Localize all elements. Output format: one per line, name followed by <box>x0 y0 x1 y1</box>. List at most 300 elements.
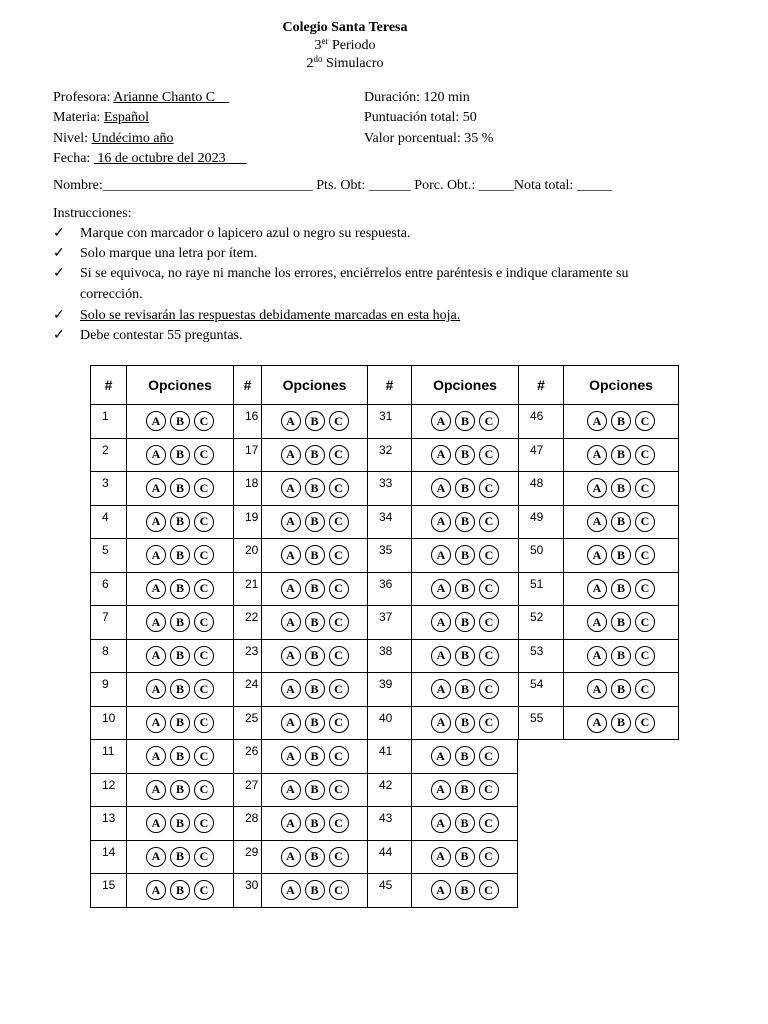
checkmark-icon: ✓ <box>53 308 65 323</box>
answer-options-46 <box>563 405 679 439</box>
option-a-bubble[interactable]: A <box>146 512 166 532</box>
option-a-bubble[interactable]: A <box>281 478 301 498</box>
option-b-bubble[interactable]: B <box>305 813 325 833</box>
option-b-bubble[interactable]: B <box>455 780 475 800</box>
option-a-bubble[interactable]: A <box>587 512 607 532</box>
option-b-bubble[interactable]: B <box>170 780 190 800</box>
option-a-bubble[interactable]: A <box>146 780 166 800</box>
option-c-bubble[interactable]: C <box>635 545 655 565</box>
question-number: 42 <box>367 774 411 808</box>
option-a-bubble[interactable]: A <box>431 445 451 465</box>
option-a-bubble[interactable]: A <box>146 445 166 465</box>
option-a-bubble[interactable]: A <box>431 646 451 666</box>
option-b-bubble[interactable]: B <box>305 780 325 800</box>
answer-options-10 <box>126 707 233 741</box>
answer-options-37 <box>411 606 518 640</box>
simulacro-line: $2^{do}$ Simulacro <box>306 54 384 71</box>
school-name: Colegio Santa Teresa <box>282 20 408 35</box>
answer-options-18 <box>261 472 367 506</box>
answer-options-54 <box>563 673 679 707</box>
option-b-bubble[interactable]: B <box>170 478 190 498</box>
option-a-bubble[interactable]: A <box>431 579 451 599</box>
option-c-bubble[interactable]: C <box>479 679 499 699</box>
instructions-title: Instrucciones: <box>53 206 132 221</box>
option-c-bubble[interactable]: C <box>194 880 214 900</box>
option-c-bubble[interactable]: C <box>194 847 214 867</box>
answer-options-13 <box>126 807 233 841</box>
question-number: 52 <box>518 606 563 640</box>
answer-options-34 <box>411 506 518 540</box>
option-a-bubble[interactable]: A <box>146 746 166 766</box>
option-a-bubble[interactable]: A <box>431 813 451 833</box>
option-c-bubble[interactable]: C <box>635 646 655 666</box>
option-c-bubble[interactable]: C <box>194 679 214 699</box>
option-c-bubble[interactable]: C <box>479 746 499 766</box>
option-c-bubble[interactable]: C <box>635 579 655 599</box>
question-number: 14 <box>90 841 126 875</box>
option-b-bubble[interactable]: B <box>611 679 631 699</box>
option-c-bubble[interactable]: C <box>635 512 655 532</box>
checkmark-icon: ✓ <box>53 328 65 343</box>
answer-options-4 <box>126 506 233 540</box>
options-header: Opciones <box>126 365 233 405</box>
answer-options-19 <box>261 506 367 540</box>
answer-options-25 <box>261 707 367 741</box>
option-a-bubble[interactable]: A <box>146 579 166 599</box>
option-a-bubble[interactable]: A <box>281 445 301 465</box>
option-b-bubble[interactable]: B <box>170 880 190 900</box>
option-a-bubble[interactable]: A <box>431 880 451 900</box>
option-b-bubble[interactable]: B <box>305 478 325 498</box>
option-c-bubble[interactable]: C <box>329 847 349 867</box>
option-c-bubble[interactable]: C <box>479 612 499 632</box>
option-c-bubble[interactable]: C <box>329 411 349 431</box>
option-a-bubble[interactable]: A <box>431 545 451 565</box>
answer-options-11 <box>126 740 233 774</box>
option-c-bubble[interactable]: C <box>479 813 499 833</box>
option-b-bubble[interactable]: B <box>455 411 475 431</box>
option-b-bubble[interactable]: B <box>455 679 475 699</box>
answer-options-52 <box>563 606 679 640</box>
option-a-bubble[interactable]: A <box>587 713 607 733</box>
answer-options-43 <box>411 807 518 841</box>
option-b-bubble[interactable]: B <box>305 545 325 565</box>
answer-options-17 <box>261 439 367 473</box>
answer-options-26 <box>261 740 367 774</box>
question-number: 51 <box>518 573 563 607</box>
option-b-bubble[interactable]: B <box>611 579 631 599</box>
options-header: Opciones <box>411 365 518 405</box>
option-b-bubble[interactable]: B <box>305 411 325 431</box>
num-header: # <box>90 365 126 405</box>
question-number: 33 <box>367 472 411 506</box>
subject-line: Materia: Español <box>53 110 150 125</box>
option-b-bubble[interactable]: B <box>170 679 190 699</box>
answer-options-8 <box>126 640 233 674</box>
question-number: 13 <box>90 807 126 841</box>
answer-sheet-table <box>90 365 679 908</box>
question-number: 34 <box>367 506 411 540</box>
question-number: 1 <box>90 405 126 439</box>
option-a-bubble[interactable]: A <box>281 679 301 699</box>
options-header: Opciones <box>563 365 679 405</box>
answer-options-45 <box>411 874 518 908</box>
question-number: 50 <box>518 539 563 573</box>
num-header: # <box>367 365 411 405</box>
question-number: 25 <box>233 707 261 741</box>
option-b-bubble[interactable]: B <box>305 746 325 766</box>
option-c-bubble[interactable]: C <box>194 579 214 599</box>
question-number: 21 <box>233 573 261 607</box>
question-number: 41 <box>367 740 411 774</box>
option-a-bubble[interactable]: A <box>431 847 451 867</box>
question-number: 54 <box>518 673 563 707</box>
option-b-bubble[interactable]: B <box>455 746 475 766</box>
option-c-bubble[interactable]: C <box>479 512 499 532</box>
question-number: 47 <box>518 439 563 473</box>
checkmark-icon: ✓ <box>53 266 65 281</box>
option-a-bubble[interactable]: A <box>281 545 301 565</box>
period-line: 3er Periodo <box>314 36 376 53</box>
option-b-bubble[interactable]: B <box>305 880 325 900</box>
question-number: 9 <box>90 673 126 707</box>
question-number: 20 <box>233 539 261 573</box>
option-c-bubble[interactable]: C <box>329 813 349 833</box>
question-number: 8 <box>90 640 126 674</box>
option-a-bubble[interactable]: A <box>431 478 451 498</box>
option-b-bubble[interactable]: B <box>611 478 631 498</box>
answer-options-36 <box>411 573 518 607</box>
question-number: 4 <box>90 506 126 540</box>
option-a-bubble[interactable]: A <box>431 411 451 431</box>
option-c-bubble[interactable]: C <box>329 646 349 666</box>
option-a-bubble[interactable]: A <box>146 478 166 498</box>
option-b-bubble[interactable]: B <box>305 579 325 599</box>
answer-options-42 <box>411 774 518 808</box>
option-a-bubble[interactable]: A <box>281 780 301 800</box>
answer-options-27 <box>261 774 367 808</box>
option-b-bubble[interactable]: B <box>611 612 631 632</box>
question-number: 23 <box>233 640 261 674</box>
option-b-bubble[interactable]: B <box>455 880 475 900</box>
option-a-bubble[interactable]: A <box>281 880 301 900</box>
option-a-bubble[interactable]: A <box>281 579 301 599</box>
option-a-bubble[interactable]: A <box>281 411 301 431</box>
question-number: 49 <box>518 506 563 540</box>
option-c-bubble[interactable]: C <box>479 545 499 565</box>
option-a-bubble[interactable]: A <box>431 512 451 532</box>
option-a-bubble[interactable]: A <box>146 411 166 431</box>
checkmark-icon: ✓ <box>53 226 65 241</box>
option-a-bubble[interactable]: A <box>431 746 451 766</box>
answer-options-53 <box>563 640 679 674</box>
level-line: Nivel: Undécimo año <box>53 131 174 146</box>
question-number: 12 <box>90 774 126 808</box>
question-number: 45 <box>367 874 411 908</box>
option-b-bubble[interactable]: B <box>305 847 325 867</box>
option-c-bubble[interactable]: C <box>479 445 499 465</box>
option-b-bubble[interactable]: B <box>170 545 190 565</box>
question-number: 29 <box>233 841 261 875</box>
option-a-bubble[interactable]: A <box>146 545 166 565</box>
question-number: 37 <box>367 606 411 640</box>
option-b-bubble[interactable]: B <box>305 713 325 733</box>
checkmark-icon: ✓ <box>53 246 65 261</box>
option-c-bubble[interactable]: C <box>194 545 214 565</box>
option-c-bubble[interactable]: C <box>329 478 349 498</box>
question-number: 38 <box>367 640 411 674</box>
option-a-bubble[interactable]: A <box>281 612 301 632</box>
option-b-bubble[interactable]: B <box>305 612 325 632</box>
option-c-bubble[interactable]: C <box>329 445 349 465</box>
answer-options-15 <box>126 874 233 908</box>
question-number: 24 <box>233 673 261 707</box>
option-c-bubble[interactable]: C <box>329 612 349 632</box>
date-line: Fecha: 16 de octubre del 2023 <box>53 151 247 166</box>
option-b-bubble[interactable]: B <box>611 713 631 733</box>
answer-options-50 <box>563 539 679 573</box>
option-c-bubble[interactable]: C <box>194 746 214 766</box>
option-c-bubble[interactable]: C <box>635 411 655 431</box>
option-c-bubble[interactable]: C <box>329 746 349 766</box>
option-b-bubble[interactable]: B <box>170 612 190 632</box>
option-c-bubble[interactable]: C <box>194 512 214 532</box>
option-a-bubble[interactable]: A <box>281 746 301 766</box>
answer-options-39 <box>411 673 518 707</box>
option-a-bubble[interactable]: A <box>281 512 301 532</box>
question-number: 7 <box>90 606 126 640</box>
question-number: 10 <box>90 707 126 741</box>
option-a-bubble[interactable]: A <box>587 445 607 465</box>
option-a-bubble[interactable]: A <box>146 612 166 632</box>
total-points-text: Puntuación total: 50 <box>364 110 477 125</box>
question-number: 43 <box>367 807 411 841</box>
question-number: 19 <box>233 506 261 540</box>
question-number: 26 <box>233 740 261 774</box>
question-number: 31 <box>367 405 411 439</box>
answer-options-16 <box>261 405 367 439</box>
option-c-bubble[interactable]: C <box>479 411 499 431</box>
question-number: 11 <box>90 740 126 774</box>
option-a-bubble[interactable]: A <box>587 478 607 498</box>
option-b-bubble[interactable]: B <box>170 713 190 733</box>
option-b-bubble[interactable]: B <box>455 646 475 666</box>
option-c-bubble[interactable]: C <box>194 646 214 666</box>
option-b-bubble[interactable]: B <box>305 679 325 699</box>
question-number: 17 <box>233 439 261 473</box>
score-line: Nombre:______________________________ Pts. Obt: ______ Porc. Obt.: _____Nota total: _____ <box>53 178 612 193</box>
answer-options-14 <box>126 841 233 875</box>
answer-options-22 <box>261 606 367 640</box>
answer-options-30 <box>261 874 367 908</box>
option-c-bubble[interactable]: C <box>635 612 655 632</box>
option-b-bubble[interactable]: B <box>170 847 190 867</box>
option-b-bubble[interactable]: B <box>455 478 475 498</box>
option-b-bubble[interactable]: B <box>611 512 631 532</box>
answer-options-3 <box>126 472 233 506</box>
option-a-bubble[interactable]: A <box>431 780 451 800</box>
answer-options-47 <box>563 439 679 473</box>
option-b-bubble[interactable]: B <box>305 512 325 532</box>
answer-options-44 <box>411 841 518 875</box>
question-number: 36 <box>367 573 411 607</box>
option-a-bubble[interactable]: A <box>587 411 607 431</box>
percent-value-text: Valor porcentual: 35 % <box>364 131 494 146</box>
option-c-bubble[interactable]: C <box>635 679 655 699</box>
answer-options-2 <box>126 439 233 473</box>
option-b-bubble[interactable]: B <box>170 646 190 666</box>
option-c-bubble[interactable]: C <box>635 478 655 498</box>
answer-options-23 <box>261 640 367 674</box>
option-b-bubble[interactable]: B <box>455 545 475 565</box>
option-b-bubble[interactable]: B <box>455 847 475 867</box>
option-b-bubble[interactable]: B <box>611 411 631 431</box>
option-a-bubble[interactable]: A <box>146 713 166 733</box>
option-a-bubble[interactable]: A <box>146 646 166 666</box>
option-a-bubble[interactable]: A <box>431 713 451 733</box>
question-number: 48 <box>518 472 563 506</box>
option-c-bubble[interactable]: C <box>329 713 349 733</box>
answer-options-12 <box>126 774 233 808</box>
option-a-bubble[interactable]: A <box>431 612 451 632</box>
option-b-bubble[interactable]: B <box>305 445 325 465</box>
option-a-bubble[interactable]: A <box>587 646 607 666</box>
option-c-bubble[interactable]: C <box>194 478 214 498</box>
option-c-bubble[interactable]: C <box>635 445 655 465</box>
teacher-line: Profesora: Arianne Chanto C <box>53 90 230 105</box>
question-number: 16 <box>233 405 261 439</box>
option-b-bubble[interactable]: B <box>170 579 190 599</box>
question-number: 55 <box>518 707 563 741</box>
option-a-bubble[interactable]: A <box>146 880 166 900</box>
answer-options-49 <box>563 506 679 540</box>
answer-options-29 <box>261 841 367 875</box>
answer-options-20 <box>261 539 367 573</box>
question-number: 53 <box>518 640 563 674</box>
options-header: Opciones <box>261 365 367 405</box>
option-b-bubble[interactable]: B <box>170 445 190 465</box>
option-c-bubble[interactable]: C <box>194 813 214 833</box>
option-b-bubble[interactable]: B <box>455 612 475 632</box>
option-b-bubble[interactable]: B <box>455 579 475 599</box>
option-c-bubble[interactable]: C <box>479 646 499 666</box>
option-c-bubble[interactable]: C <box>329 880 349 900</box>
option-c-bubble[interactable]: C <box>194 445 214 465</box>
answer-options-31 <box>411 405 518 439</box>
question-number: 40 <box>367 707 411 741</box>
num-header: # <box>233 365 261 405</box>
option-a-bubble[interactable]: A <box>281 813 301 833</box>
answer-options-48 <box>563 472 679 506</box>
answer-options-21 <box>261 573 367 607</box>
question-number: 2 <box>90 439 126 473</box>
option-a-bubble[interactable]: A <box>587 679 607 699</box>
option-b-bubble[interactable]: B <box>170 411 190 431</box>
question-number: 6 <box>90 573 126 607</box>
answer-options-1 <box>126 405 233 439</box>
option-a-bubble[interactable]: A <box>587 612 607 632</box>
option-c-bubble[interactable]: C <box>194 780 214 800</box>
option-c-bubble[interactable]: C <box>479 713 499 733</box>
question-number: 3 <box>90 472 126 506</box>
answer-options-32 <box>411 439 518 473</box>
option-c-bubble[interactable]: C <box>194 713 214 733</box>
option-c-bubble[interactable]: C <box>479 579 499 599</box>
answer-options-5 <box>126 539 233 573</box>
option-a-bubble[interactable]: A <box>431 679 451 699</box>
option-c-bubble[interactable]: C <box>329 780 349 800</box>
answer-options-6 <box>126 573 233 607</box>
option-a-bubble[interactable]: A <box>281 713 301 733</box>
question-number: 30 <box>233 874 261 908</box>
answer-options-28 <box>261 807 367 841</box>
question-number: 39 <box>367 673 411 707</box>
option-a-bubble[interactable]: A <box>587 545 607 565</box>
answer-options-33 <box>411 472 518 506</box>
option-c-bubble[interactable]: C <box>329 545 349 565</box>
option-b-bubble[interactable]: B <box>611 646 631 666</box>
option-a-bubble[interactable]: A <box>281 847 301 867</box>
option-c-bubble[interactable]: C <box>329 579 349 599</box>
question-number: 32 <box>367 439 411 473</box>
option-b-bubble[interactable]: B <box>170 746 190 766</box>
option-b-bubble[interactable]: B <box>170 813 190 833</box>
option-c-bubble[interactable]: C <box>479 478 499 498</box>
option-c-bubble[interactable]: C <box>479 847 499 867</box>
option-c-bubble[interactable]: C <box>635 713 655 733</box>
answer-options-40 <box>411 707 518 741</box>
answer-options-35 <box>411 539 518 573</box>
answer-options-41 <box>411 740 518 774</box>
answer-options-9 <box>126 673 233 707</box>
question-number: 15 <box>90 874 126 908</box>
option-b-bubble[interactable]: B <box>305 646 325 666</box>
option-b-bubble[interactable]: B <box>455 713 475 733</box>
option-a-bubble[interactable]: A <box>146 679 166 699</box>
num-header: # <box>518 365 563 405</box>
option-a-bubble[interactable]: A <box>281 646 301 666</box>
option-c-bubble[interactable]: C <box>329 512 349 532</box>
option-b-bubble[interactable]: B <box>611 445 631 465</box>
question-number: 27 <box>233 774 261 808</box>
answer-options-7 <box>126 606 233 640</box>
option-b-bubble[interactable]: B <box>611 545 631 565</box>
question-number: 35 <box>367 539 411 573</box>
option-c-bubble[interactable]: C <box>194 411 214 431</box>
question-number: 28 <box>233 807 261 841</box>
option-c-bubble[interactable]: C <box>329 679 349 699</box>
option-c-bubble[interactable]: C <box>479 780 499 800</box>
option-b-bubble[interactable]: B <box>170 512 190 532</box>
option-a-bubble[interactable]: A <box>587 579 607 599</box>
option-a-bubble[interactable]: A <box>146 847 166 867</box>
option-c-bubble[interactable]: C <box>194 612 214 632</box>
duration-text: Duración: 120 min <box>364 90 470 105</box>
option-a-bubble[interactable]: A <box>146 813 166 833</box>
answer-options-38 <box>411 640 518 674</box>
answer-options-51 <box>563 573 679 607</box>
option-c-bubble[interactable]: C <box>479 880 499 900</box>
answer-options-55 <box>563 707 679 741</box>
option-b-bubble[interactable]: B <box>455 512 475 532</box>
question-number: 5 <box>90 539 126 573</box>
question-number: 46 <box>518 405 563 439</box>
question-number: 44 <box>367 841 411 875</box>
answer-options-24 <box>261 673 367 707</box>
option-b-bubble[interactable]: B <box>455 445 475 465</box>
question-number: 18 <box>233 472 261 506</box>
option-b-bubble[interactable]: B <box>455 813 475 833</box>
